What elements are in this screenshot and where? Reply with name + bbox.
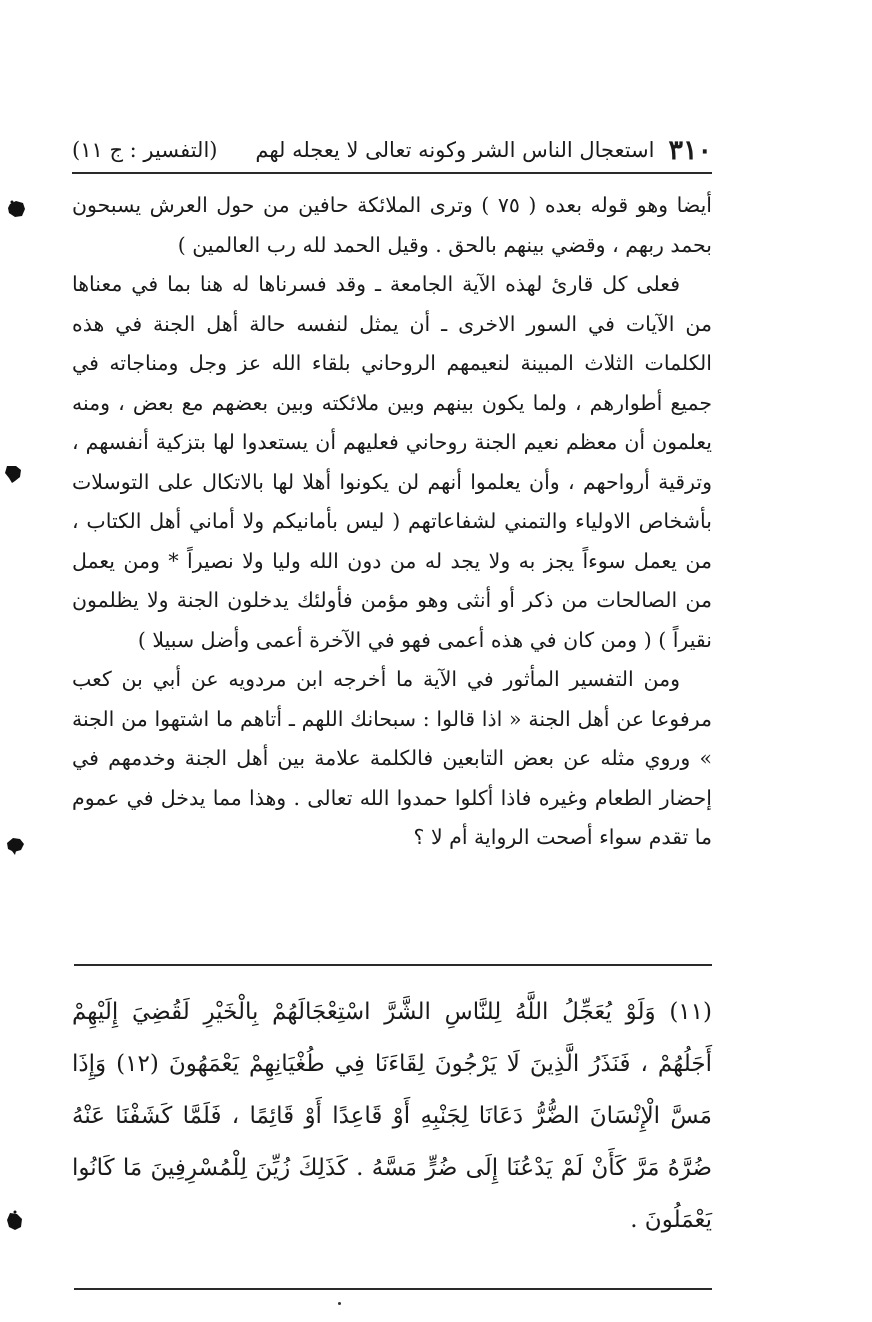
section-label: (التفسير : ج ١١) (72, 138, 218, 162)
paragraph: ومن التفسير المأثور في الآية ما أخرجه ابن مردويه عن أبي بن كعب مرفوعا عن أهل الجنة « اذا قالوا : سبحانك اللهم ـ أتاهم ما اشتهوا من الجنة » وروي مثله عن بعض التابعين فالكلمة علامة بين أهل الجنة وخدمهم في إحضار الطعام وغيره فاذا أكلوا حمدوا الله تعالى . وهذا مما يدخل في عموم ما تقدم سواء أصحت الرواية أم لا ؟ (72, 667, 712, 849)
running-title: استعجال الناس الشر وكونه تعالى لا يعجله لهم (255, 138, 655, 162)
footer-rule (74, 1288, 712, 1290)
header-rule (72, 172, 712, 174)
ink-blot-mark-icon (4, 1210, 26, 1232)
commentary-text (72, 186, 712, 858)
paragraph: فعلى كل قارئ لهذه الآية الجامعة ـ وقد فسرناها له هنا بما في معناها من الآيات في السور الاخرى ـ أن يمثل لنفسه حالة أهل الجنة في هذه الكلمات الثلاث المبينة لنعيمهم الروحاني بلقاء الله عز وجل ومناجاته في جميع أطوارهم ، ولما يكون بينهم وبين ملائكته وبين بعضهم مع بعض ، ومنه يعلمون أن معظم نعيم الجنة روحاني فعليهم أن يستعدوا لها بتزكية أنفسهم ، وترقية أرواحهم ، وأن يعلموا أنهم لن يكونوا أهلا لها بالاتكال على التوسلات بأشخاص الاولياء والتمني لشفاعاتهم ( ليس بأمانيكم ولا أماني أهل الكتاب ، من يعمل سوءاً يجز به ولا يجد له من دون الله وليا ولا نصيراً * ومن يعمل من الصالحات من ذكر أو أنثى وهو مؤمن فأولئك يدخلون الجنة ولا يظلمون نقيراً ) ( ومن كان في هذه أعمى فهو في الآخرة أعمى وأضل سبيلا ) (72, 272, 712, 652)
ink-blot-mark-icon (2, 462, 24, 484)
paragraph: أيضا وهو قوله بعده ( ٧٥ ) وترى الملائكة حافين من حول العرش يسبحون بحمد ربهم ، وقضي بينهم بالحق . وقيل الحمد لله رب العالمين ) (72, 193, 712, 257)
speck-mark (338, 1302, 341, 1305)
section-divider (74, 964, 712, 966)
ink-blot-mark-icon (6, 198, 28, 220)
quran-verses: (١١) وَلَوْ يُعَجِّلُ اللَّهُ لِلنَّاسِ الشَّرَّ اسْتِعْجَالَهُمْ بِالْخَيْرِ لَقُضِيَ إِلَيْهِمْ أَجَلُهُمْ ، فَنَذَرُ الَّذِينَ لَا يَرْجُونَ لِقَاءَنَا فِي طُغْيَانِهِمْ يَعْمَهُونَ (١٢) وَإِذَا مَسَّ الْإِنْسَانَ الضُّرُّ دَعَانَا لِجَنْبِهِ أَوْ قَاعِدًا أَوْ قَائِمًا ، فَلَمَّا كَشَفْنَا عَنْهُ ضُرَّهُ مَرَّ كَأَنْ لَمْ يَدْعُنَا إِلَى ضُرٍّ مَسَّهُ . كَذَلِكَ زُيِّنَ لِلْمُسْرِفِينَ مَا كَانُوا يَعْمَلُونَ . (72, 999, 713, 1233)
page-number: ٣١٠ (668, 134, 712, 166)
page-header (72, 130, 712, 170)
ink-blot-mark-icon (4, 834, 26, 856)
